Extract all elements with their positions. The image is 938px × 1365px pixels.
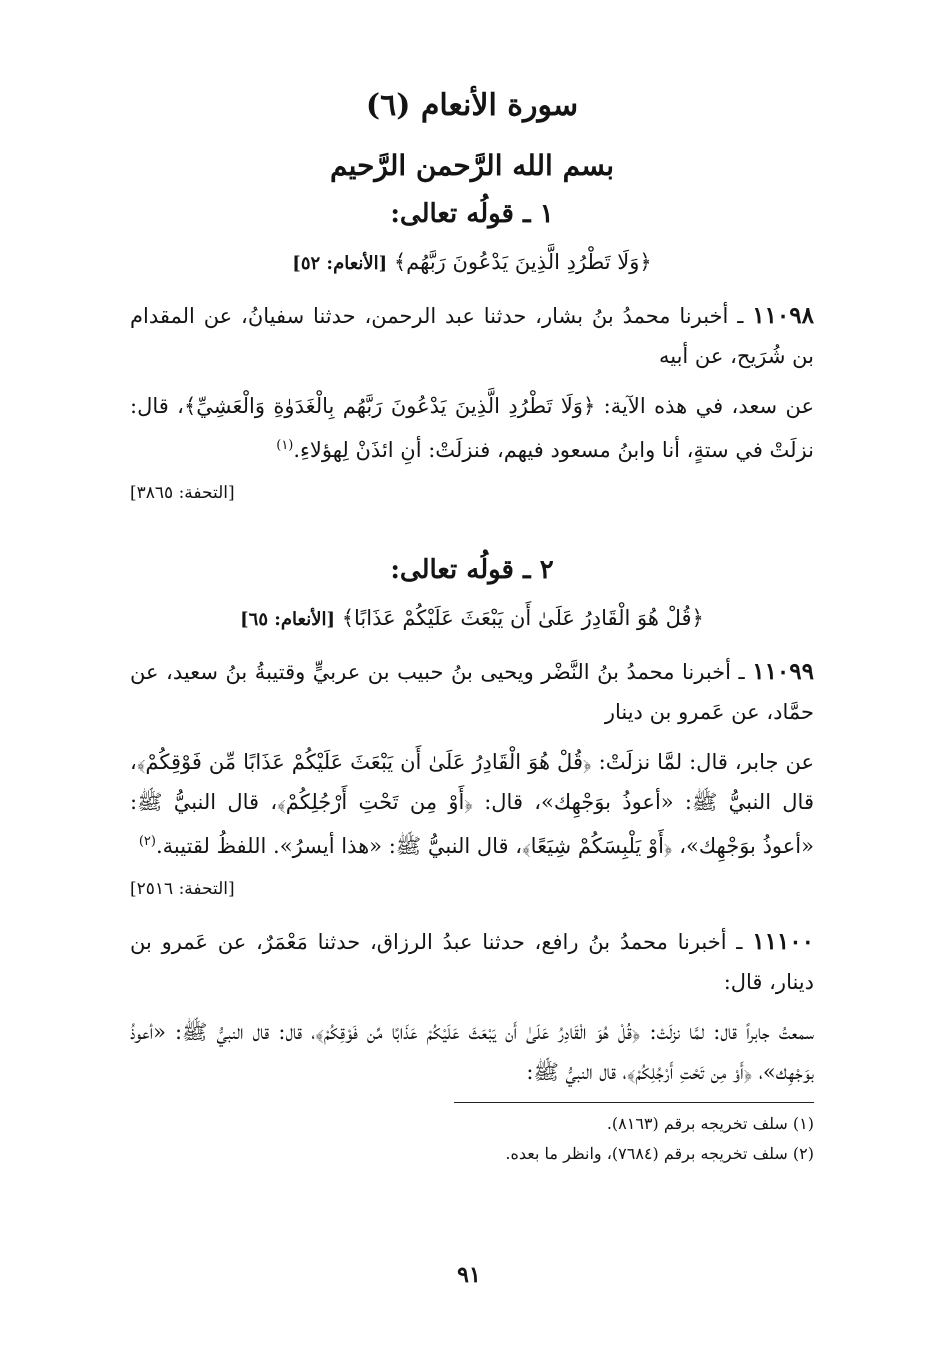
quran-verse: ﴿وَلَا تَطْرُدِ الَّذِينَ يَدْعُونَ رَبَّهُم﴾ [393,250,652,274]
hadith-text: ـ أخبرنا محمدُ بنُ رافع، حدثنا عبدُ الرزاق، حدثنا مَعْمَرٌ، عن عَمرو بن دينار، قال: [130,930,814,994]
verse-reference: [الأنعام: ٦٥] [240,609,336,630]
verse-reference: [الأنعام: ٥٢] [292,253,388,274]
hadith-matn [130,742,814,866]
sura-title: سورة الأنعام (٦) [365,88,579,123]
hadith-text: عن جابر، قال: لمَّا نزلَتْ: ﴿قُلْ هُوَ الْقَادِرُ عَلَىٰ أَن يَبْعَثَ عَلَيْكُمْ عَذَابًا مِّن فَوْقِكُمْ﴾، قال النبيُّ ﷺ: «أعوذُ بوَجْهِك»، قال: ﴿أَوْ مِن تَحْتِ أَرْجُلِكُمْ﴾، قال النبيُّ ﷺ: «أعوذُ بوَجْهِك»، ﴿أَوْ يَلْبِسَكُمْ شِيَعًا﴾، قال النبيُّ ﷺ: «هذا أيسرُ». اللفظُ لقتيبة. [130,750,814,858]
hadith-isnad [130,922,814,1002]
section [130,550,814,1092]
quran-verse: ﴿قُلْ هُوَ الْقَادِرُ عَلَىٰ أَن يَبْعَثَ عَلَيْكُمْ عَذَابًا﴾ [341,606,704,630]
basmala: بسم الله الرَّحمن الرَّحيم [330,149,614,182]
hadith-number: ١١٠٩٨ [752,302,814,329]
tuhfa-reference: [التحفة: ٢٥١٦] [130,879,235,899]
footnote: (٢) سلف تخريجه برقم (٧٦٨٤)، وانظر ما بعده. [505,1144,814,1163]
hadith-isnad [130,296,814,376]
hadith-number: ١١١٠٠ [752,928,814,955]
quran-verse-line [130,244,814,282]
hadith-matn [130,1012,814,1092]
footnote: (١) سلف تخريجه برقم (٨١٦٣). [606,1114,814,1133]
footnote-divider [454,1102,814,1103]
hadith-matn [130,386,814,470]
footnote-marker[interactable]: (٢) [138,834,156,849]
book-page [130,80,814,1310]
quran-verse-line [130,600,814,638]
hadith-text: ـ أخبرنا محمدُ بنُ بشار، حدثنا عبد الرحمن، حدثنا سفيانُ، عن المقدام بن شُرَيح، عن أبيه [130,304,814,368]
footnote-marker[interactable]: (١) [276,438,294,453]
footnotes [130,1109,814,1169]
section-heading: ١ ـ قولُه تعالى: [390,199,554,229]
hadith-text: سمعتُ جابراً قال: لمَّا نزلَتْ: ﴿قُلْ هُوَ الْقَادِرُ عَلَىٰ أَن يَبْعَثَ عَلَيْكُمْ عَذَابًا مِّن فَوْقِكُمْ﴾، قال: قال النبيُّ ﷺ: «أعوذُ بوَجْهِك»، ﴿أَوْ مِن تَحْتِ أَرْجُلِكُمْ﴾، قال النبيُّ ﷺ: [130,1020,814,1084]
section-heading: ٢ ـ قولُه تعالى: [390,555,554,585]
hadith-text: عن سعد، في هذه الآية: ﴿وَلَا تَطْرُدِ الَّذِينَ يَدْعُونَ رَبَّهُم بِالْغَدَوٰةِ وَالْعَشِيِّ﴾، قال: نزلَتْ في ستةٍ، أنا وابنُ مسعود فيهم، فنزلَتْ: أنِ ائذَنْ لِهؤلاءِ. [130,394,814,462]
hadith-number: ١١٠٩٩ [752,658,814,685]
section [130,194,814,506]
section-gap [130,526,814,550]
page-number: ٩١ [457,1262,481,1288]
tuhfa-reference: [التحفة: ٣٨٦٥] [130,483,235,503]
hadith-text: ـ أخبرنا محمدُ بنُ النَّضْر ويحيى بنُ حبيب بن عربيٍّ وقتيبةُ بنُ سعيد، عن حمَّاد، عن عَمرو بن دينار [130,660,814,724]
hadith-isnad [130,652,814,732]
